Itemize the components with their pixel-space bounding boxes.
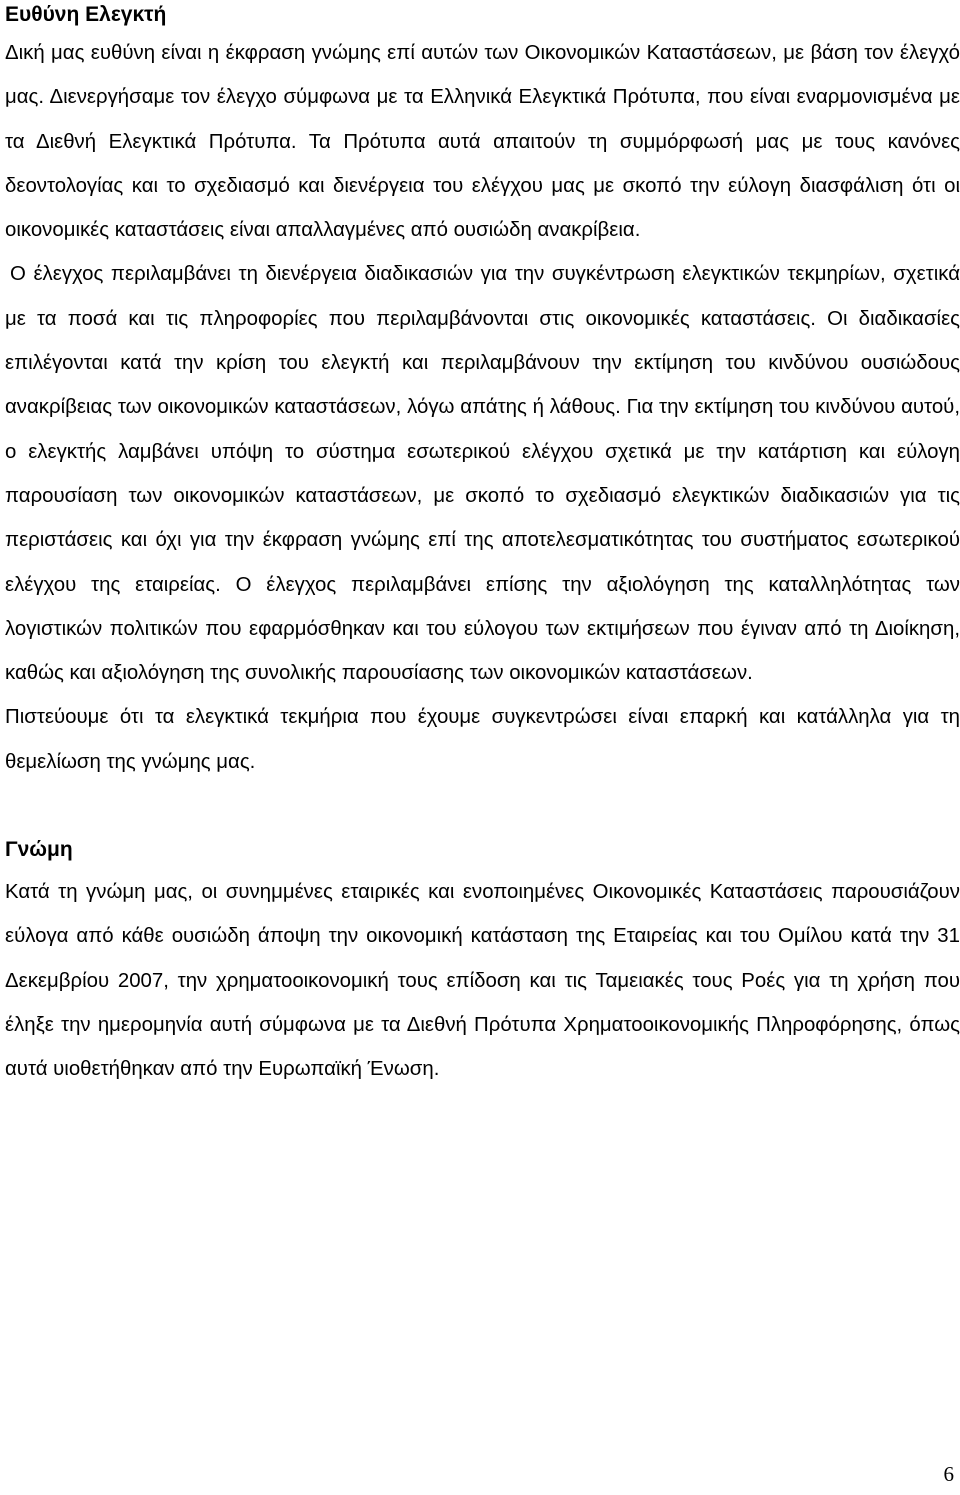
section-heading-auditor-responsibility: Ευθύνη Ελεγκτή [5,3,167,26]
section-opinion [5,836,960,1091]
section-heading-opinion: Γνώμη [5,838,73,862]
paragraph-opinion: Κατά τη γνώμη μας, οι συνημμένες εταιρικές και ενοποιημένες Οικονομικές Καταστάσεις παρουσιάζουν εύλογα από κάθε ουσιώδη άποψη την οικονομική κατάσταση της Εταιρείας και του Ομίλου κατά την 31 Δεκεμβρίου 2007, την χρηματοοικονομική τους επίδοση και τις Ταμειακές τους Ροές για τη χρήση που έληξε την ημερομηνία αυτή σύμφωνα με τα Διεθνή Πρότυπα Χρηματοοικονομικής Πληροφόρησης, όπως αυτά υιοθετήθηκαν από την Ευρωπαϊκή Ένωση. [5,881,960,1081]
page-number: 6 [943,1462,954,1486]
document-page [5,0,960,1092]
section-spacer [5,784,960,836]
paragraph-audit-evidence: Πιστεύουμε ότι τα ελεγκτικά τεκμήρια που έχουμε συγκεντρώσει είναι επαρκή και κατάλληλα για τη θεμελίωση της γνώμης μας. [5,706,960,773]
section-auditor-responsibility [5,0,960,784]
paragraph-audit-procedures: Ο έλεγχος περιλαμβάνει τη διενέργεια διαδικασιών για την συγκέντρωση ελεγκτικών τεκμηρίων, σχετικά με τα ποσά και τις πληροφορίες που περιλαμβάνονται στις οικονομικές καταστάσεις. Οι διαδικασίες επιλέγονται κατά την κρίση του ελεγκτή και περιλαμβάνουν την εκτίμηση του κινδύνου ουσιώδους ανακρίβειας των οικονομικών καταστάσεων, λόγω απάτης ή λάθους. Για την εκτίμηση του κινδύνου αυτού, ο ελεγκτής λαμβάνει υπόψη το σύστημα εσωτερικού ελέγχου σχετικά με την κατάρτιση και εύλογη παρουσίαση των οικονομικών καταστάσεων, με σκοπό το σχεδιασμό ελεγκτικών διαδικασιών για τις περιστάσεις και όχι για την έκφραση γνώμης επί της αποτελεσματικότητας του συστήματος εσωτερικού ελέγχου της εταιρείας. Ο έλεγχος περιλαμβάνει επίσης την αξιολόγηση της καταλληλότητας των λογιστικών πολιτικών που εφαρμόσθηκαν και του εύλογου των εκτιμήσεων που έγιναν από τη Διοίκηση, καθώς και αξιολόγηση της συνολικής παρουσίασης των οικονομικών καταστάσεων. [5,263,960,685]
paragraph-responsibility-scope: Δική μας ευθύνη είναι η έκφραση γνώμης επί αυτών των Οικονομικών Καταστάσεων, με βάση τον έλεγχό μας. Διενεργήσαμε τον έλεγχο σύμφωνα με τα Ελληνικά Ελεγκτικά Πρότυπα, που είναι εναρμονισμένα με τα Διεθνή Ελεγκτικά Πρότυπα. Τα Πρότυπα αυτά απαιτούν τη συμμόρφωσή μας με τους κανόνες δεοντολογίας και το σχεδιασμό και διενέργεια του ελέγχου μας με σκοπό την εύλογη διασφάλιση ότι οι οικονομικές καταστάσεις είναι απαλλαγμένες από ουσιώδη ανακρίβεια. [5,42,960,242]
